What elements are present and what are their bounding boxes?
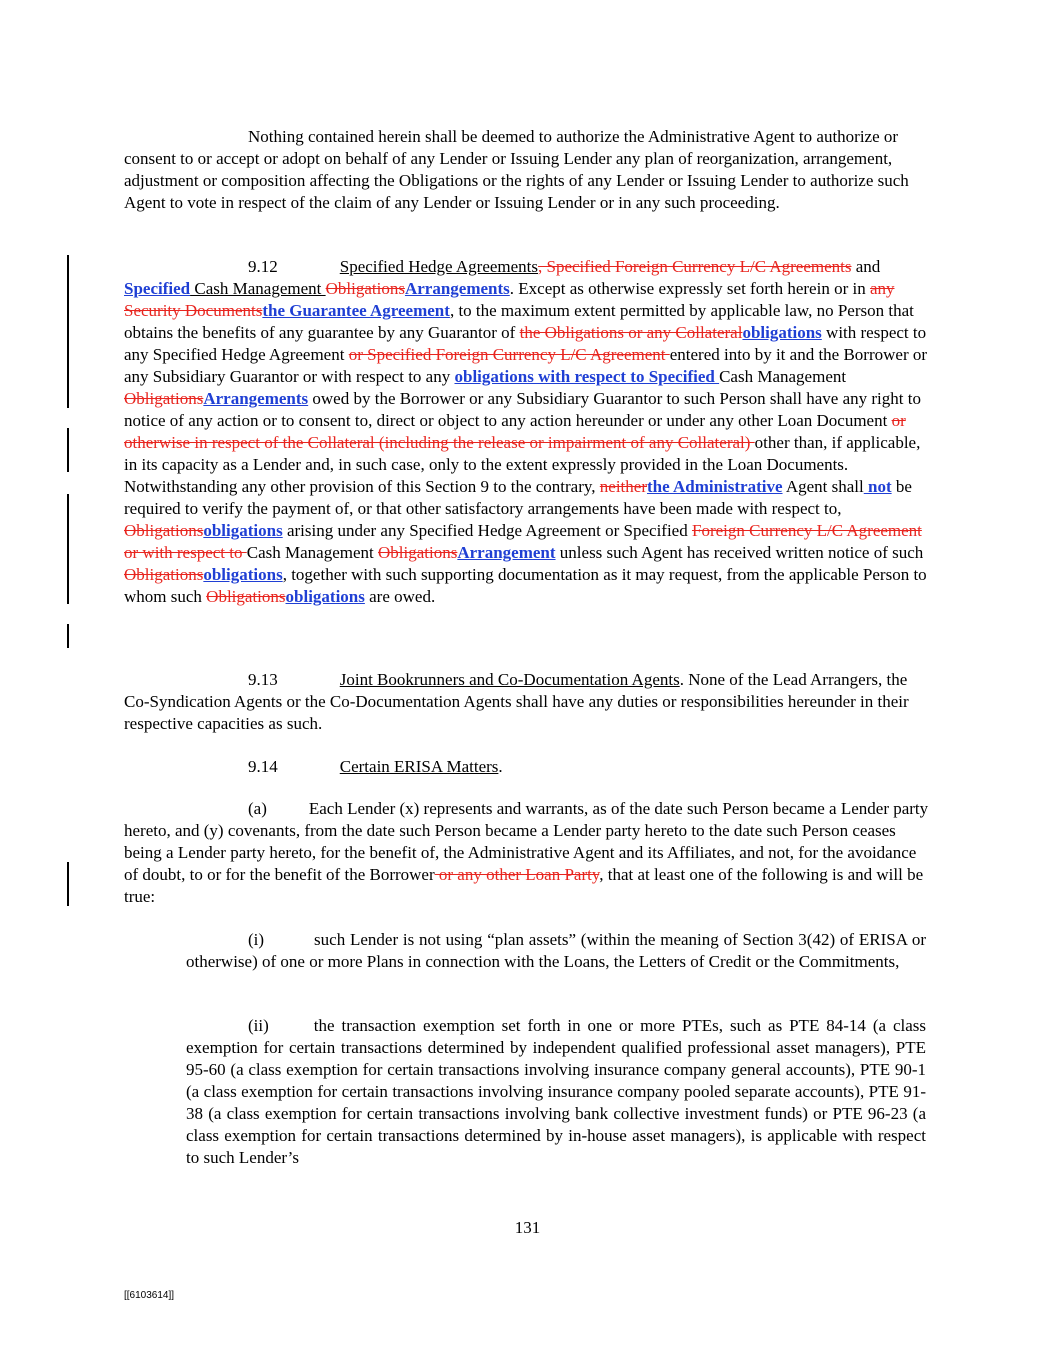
deleted-text: Obligations: [378, 543, 458, 562]
deleted-text: Foreign Currency L/C Agreement or with respect to: [124, 521, 922, 562]
section-number: 9.13: [248, 670, 278, 689]
inserted-text: Specified: [124, 279, 191, 298]
page-number: 131: [514, 1218, 541, 1237]
inserted-text: the Guarantee Agreement: [262, 301, 450, 320]
inserted-text: obligations: [203, 565, 283, 584]
deleted-text: Obligations: [206, 587, 286, 606]
clause-i: (i) such Lender is not using “plan assets” (within the meaning of Section 3(42) of ERISA or otherwise) of one or more Plans in connection with the Loans, the Letters of Credit or the Commitments,: [186, 930, 926, 971]
clause-ii: (ii) the transaction exemption set forth in one or more PTEs, such as PTE 84-14 (a class exemption for certain transactions determined by independent qualified professional asset managers), PTE 95-60 (a class exemption for certain transactions involving insurance company general accounts), PTE 90-1 (a class exemption for certain transactions involving insurance company pooled separate accounts), PTE 91-38 (a class exemption for certain transactions involving bank collective investment funds) or PTE 96-23 (a class exemption for certain transactions determined by in-house asset managers), is applicable with respect to such Lender’s: [186, 1016, 926, 1167]
inserted-text: obligations: [742, 323, 822, 342]
change-bar: [67, 624, 69, 648]
section-9-13: 9.13 Joint Bookrunners and Co-Documentation Agents. None of the Lead Arrangers, the Co-Syndication Agents or the Co-Documentation Agents shall have any duties or responsibilities hereunder in their respective capacities as such.: [124, 670, 909, 733]
section-number: 9.14: [248, 757, 278, 776]
inserted-text: obligations: [203, 521, 283, 540]
inserted-text: Arrangements: [203, 389, 309, 408]
change-bar: [67, 255, 69, 408]
clause-label: (a): [248, 799, 267, 818]
section-number: 9.12: [248, 257, 278, 276]
deleted-text: Obligations: [325, 279, 405, 298]
deleted-text: Obligations: [124, 521, 204, 540]
clause-label: (i): [248, 930, 265, 949]
inserted-text: obligations with respect to Specified: [454, 367, 720, 386]
change-bar: [67, 862, 69, 906]
document-id: [[6103614]]: [124, 1290, 175, 1301]
deleted-text: any Security Documents: [124, 279, 895, 320]
change-bar: [67, 494, 69, 604]
section-heading: Joint Bookrunners and Co-Documentation Agents: [339, 670, 680, 689]
deleted-text: neither: [599, 477, 647, 496]
deleted-text: or any other Loan Party: [434, 865, 600, 884]
deleted-text: , Specified Foreign Currency L/C Agreements: [538, 257, 852, 276]
deleted-text: or Specified Foreign Currency L/C Agreement: [348, 345, 670, 364]
section-9-14: 9.14 Certain ERISA Matters.: [248, 757, 503, 776]
section-heading: Specified Hedge Agreements: [339, 257, 539, 276]
deleted-text: or otherwise in respect of the Collateral (including the release or impairment of any Collateral): [124, 411, 906, 452]
inserted-text: the Administrative: [646, 477, 783, 496]
inserted-text: Arrangement: [457, 543, 556, 562]
section-9-12: 9.12 Specified Hedge Agreements, Specified Foreign Currency L/C Agreements and Specified Cash Management ObligationsArrangements. Except as otherwise expressly set forth herein or in any Security Documentsthe Guarantee Agreement, to the maximum extent permitted by applicable law, no Person that obtains the benefits of any guarantee by any Guarantor of the Obligations or any Collateralobligations with respect to any Specified Hedge Agreement or Specified Foreign Currency L/C Agreement entered into by it and the Borrower or any Subsidiary Guarantor or with respect to any obligations with respect to Specified Cash Management ObligationsArrangements owed by the Borrower or any Subsidiary Guarantor to such Person shall have any right to notice of any action or to consent to, direct or object to any action hereunder or under any other Loan Document or otherwise in respect of the Collateral (including the release or impairment of any Collateral) other than, if applicable, in its capacity as a Lender and, in such case, only to the extent expressly provided in the Loan Documents. Notwithstanding any other provision of this Section 9 to the contrary, neitherthe Administrative Agent shall not be required to verify the payment of, or that other satisfactory arrangements have been made with respect to, Obligationsobligations arising under any Specified Hedge Agreement or Specified Foreign Currency L/C Agreement or with respect to Cash Management ObligationsArrangement unless such Agent has received written notice of such Obligationsobligations, together with such supporting documentation as it may request, from the applicable Person to whom such Obligationsobligations are owed.: [124, 257, 928, 606]
section-heading: Certain ERISA Matters: [339, 757, 499, 776]
paragraph-no-authorization: Nothing contained herein shall be deemed to authorize the Administrative Agent to authorize or consent to or accept or adopt on behalf of any Lender or Issuing Lender any plan of reorganization, arrangement, adjustment or composition affecting the Obligations or the rights of any Lender or Issuing Lender to authorize such Agent to vote in respect of the claim of any Lender or Issuing Lender or in any such proceeding.: [124, 127, 909, 212]
deleted-text: Obligations: [124, 565, 204, 584]
inserted-text: not: [863, 477, 892, 496]
paragraph-a: (a) Each Lender (x) represents and warrants, as of the date such Person became a Lender party hereto, and (y) covenants, from the date such Person became a Lender party hereto to the date such Person ceases being a Lender party hereto, for the benefit of, the Administrative Agent and its Affiliates, and not, for the avoidance of doubt, to or for the benefit of the Borrower or any other Loan Party, that at least one of the following is and will be true:: [124, 799, 929, 906]
inserted-text: obligations: [285, 587, 365, 606]
deleted-text: the Obligations or any Collateral: [519, 323, 743, 342]
change-bar: [67, 428, 69, 472]
deleted-text: Obligations: [124, 389, 204, 408]
clause-label: (ii): [248, 1016, 269, 1035]
inserted-text: Arrangements: [404, 279, 510, 298]
